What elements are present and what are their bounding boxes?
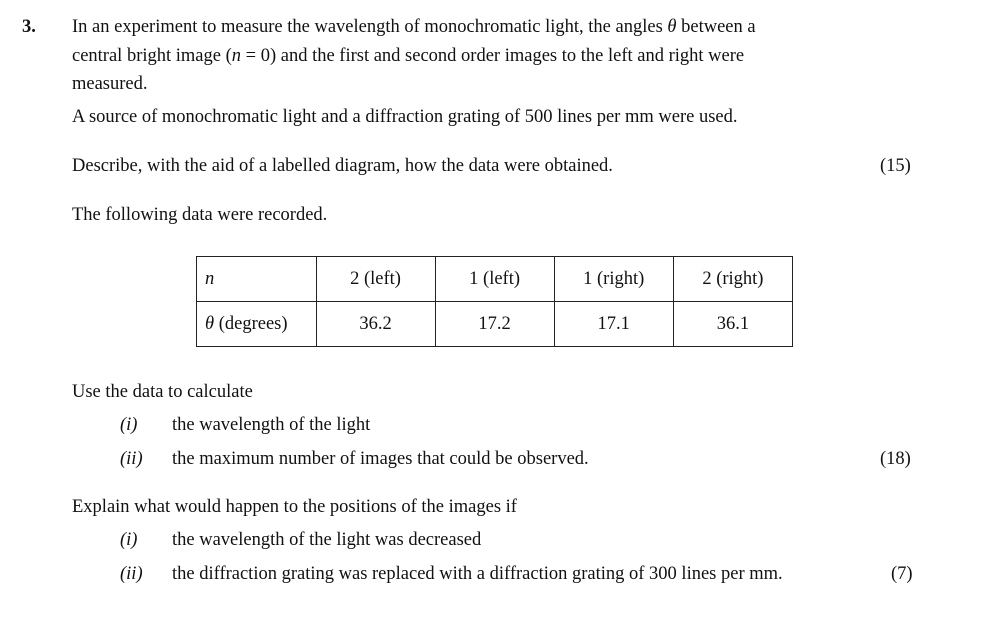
explain-item-text: the wavelength of the light was decreased: [172, 530, 482, 550]
row-label-n: [197, 257, 317, 302]
describe-instruction: Describe, with the aid of a labelled diagram, how the data were obtained.: [72, 156, 613, 176]
intro-line-1: [72, 14, 756, 41]
calc-intro: Use the data to calculate: [72, 382, 253, 402]
explain-marks: (7): [891, 564, 913, 584]
intro-line-2-end: = 0) and the first and second order images to the left and right were: [241, 46, 745, 66]
data-table: [196, 256, 793, 347]
explain-intro: Explain what would happen to the positions of the images if: [72, 497, 517, 517]
theta-symbol: θ: [205, 313, 215, 334]
intro-line-2-start: central bright image (: [72, 46, 232, 66]
intro-line-4: A source of monochromatic light and a diffraction grating of 500 lines per mm were used.: [72, 107, 738, 127]
table-cell: 17.2: [435, 302, 554, 347]
column-header: 2 (right): [673, 257, 792, 302]
explain-item-text: the diffraction grating was replaced with a diffraction grating of 300 lines per mm.: [172, 564, 783, 584]
n-symbol: n: [231, 46, 242, 66]
column-header: 2 (left): [316, 257, 435, 302]
column-header: 1 (right): [554, 257, 673, 302]
calc-item-label: (i): [120, 415, 138, 435]
intro-line-2: [72, 43, 744, 70]
table-row: [197, 257, 793, 302]
calc-item-label: (ii): [120, 449, 143, 469]
table-cell: 36.1: [673, 302, 792, 347]
n-symbol: n: [205, 268, 215, 289]
table-cell: 17.1: [554, 302, 673, 347]
column-header: 1 (left): [435, 257, 554, 302]
intro-line-3: measured.: [72, 74, 148, 94]
explain-item-label: (ii): [120, 564, 143, 584]
row-label-theta: [197, 302, 317, 347]
describe-marks: (15): [880, 156, 911, 176]
calc-item-text: the maximum number of images that could be observed.: [172, 449, 589, 469]
data-intro: The following data were recorded.: [72, 205, 328, 225]
intro-line-1-end: between a: [676, 17, 756, 37]
calc-marks: (18): [880, 449, 911, 469]
table-cell: 36.2: [316, 302, 435, 347]
theta-symbol: θ: [667, 17, 677, 37]
degrees-label: (degrees): [214, 313, 288, 334]
calc-item-text: the wavelength of the light: [172, 415, 371, 435]
explain-item-label: (i): [120, 530, 138, 550]
intro-line-1-start: In an experiment to measure the wavelength of monochromatic light, the angles: [72, 17, 668, 37]
question-number: 3.: [22, 17, 36, 37]
table-row: [197, 302, 793, 347]
